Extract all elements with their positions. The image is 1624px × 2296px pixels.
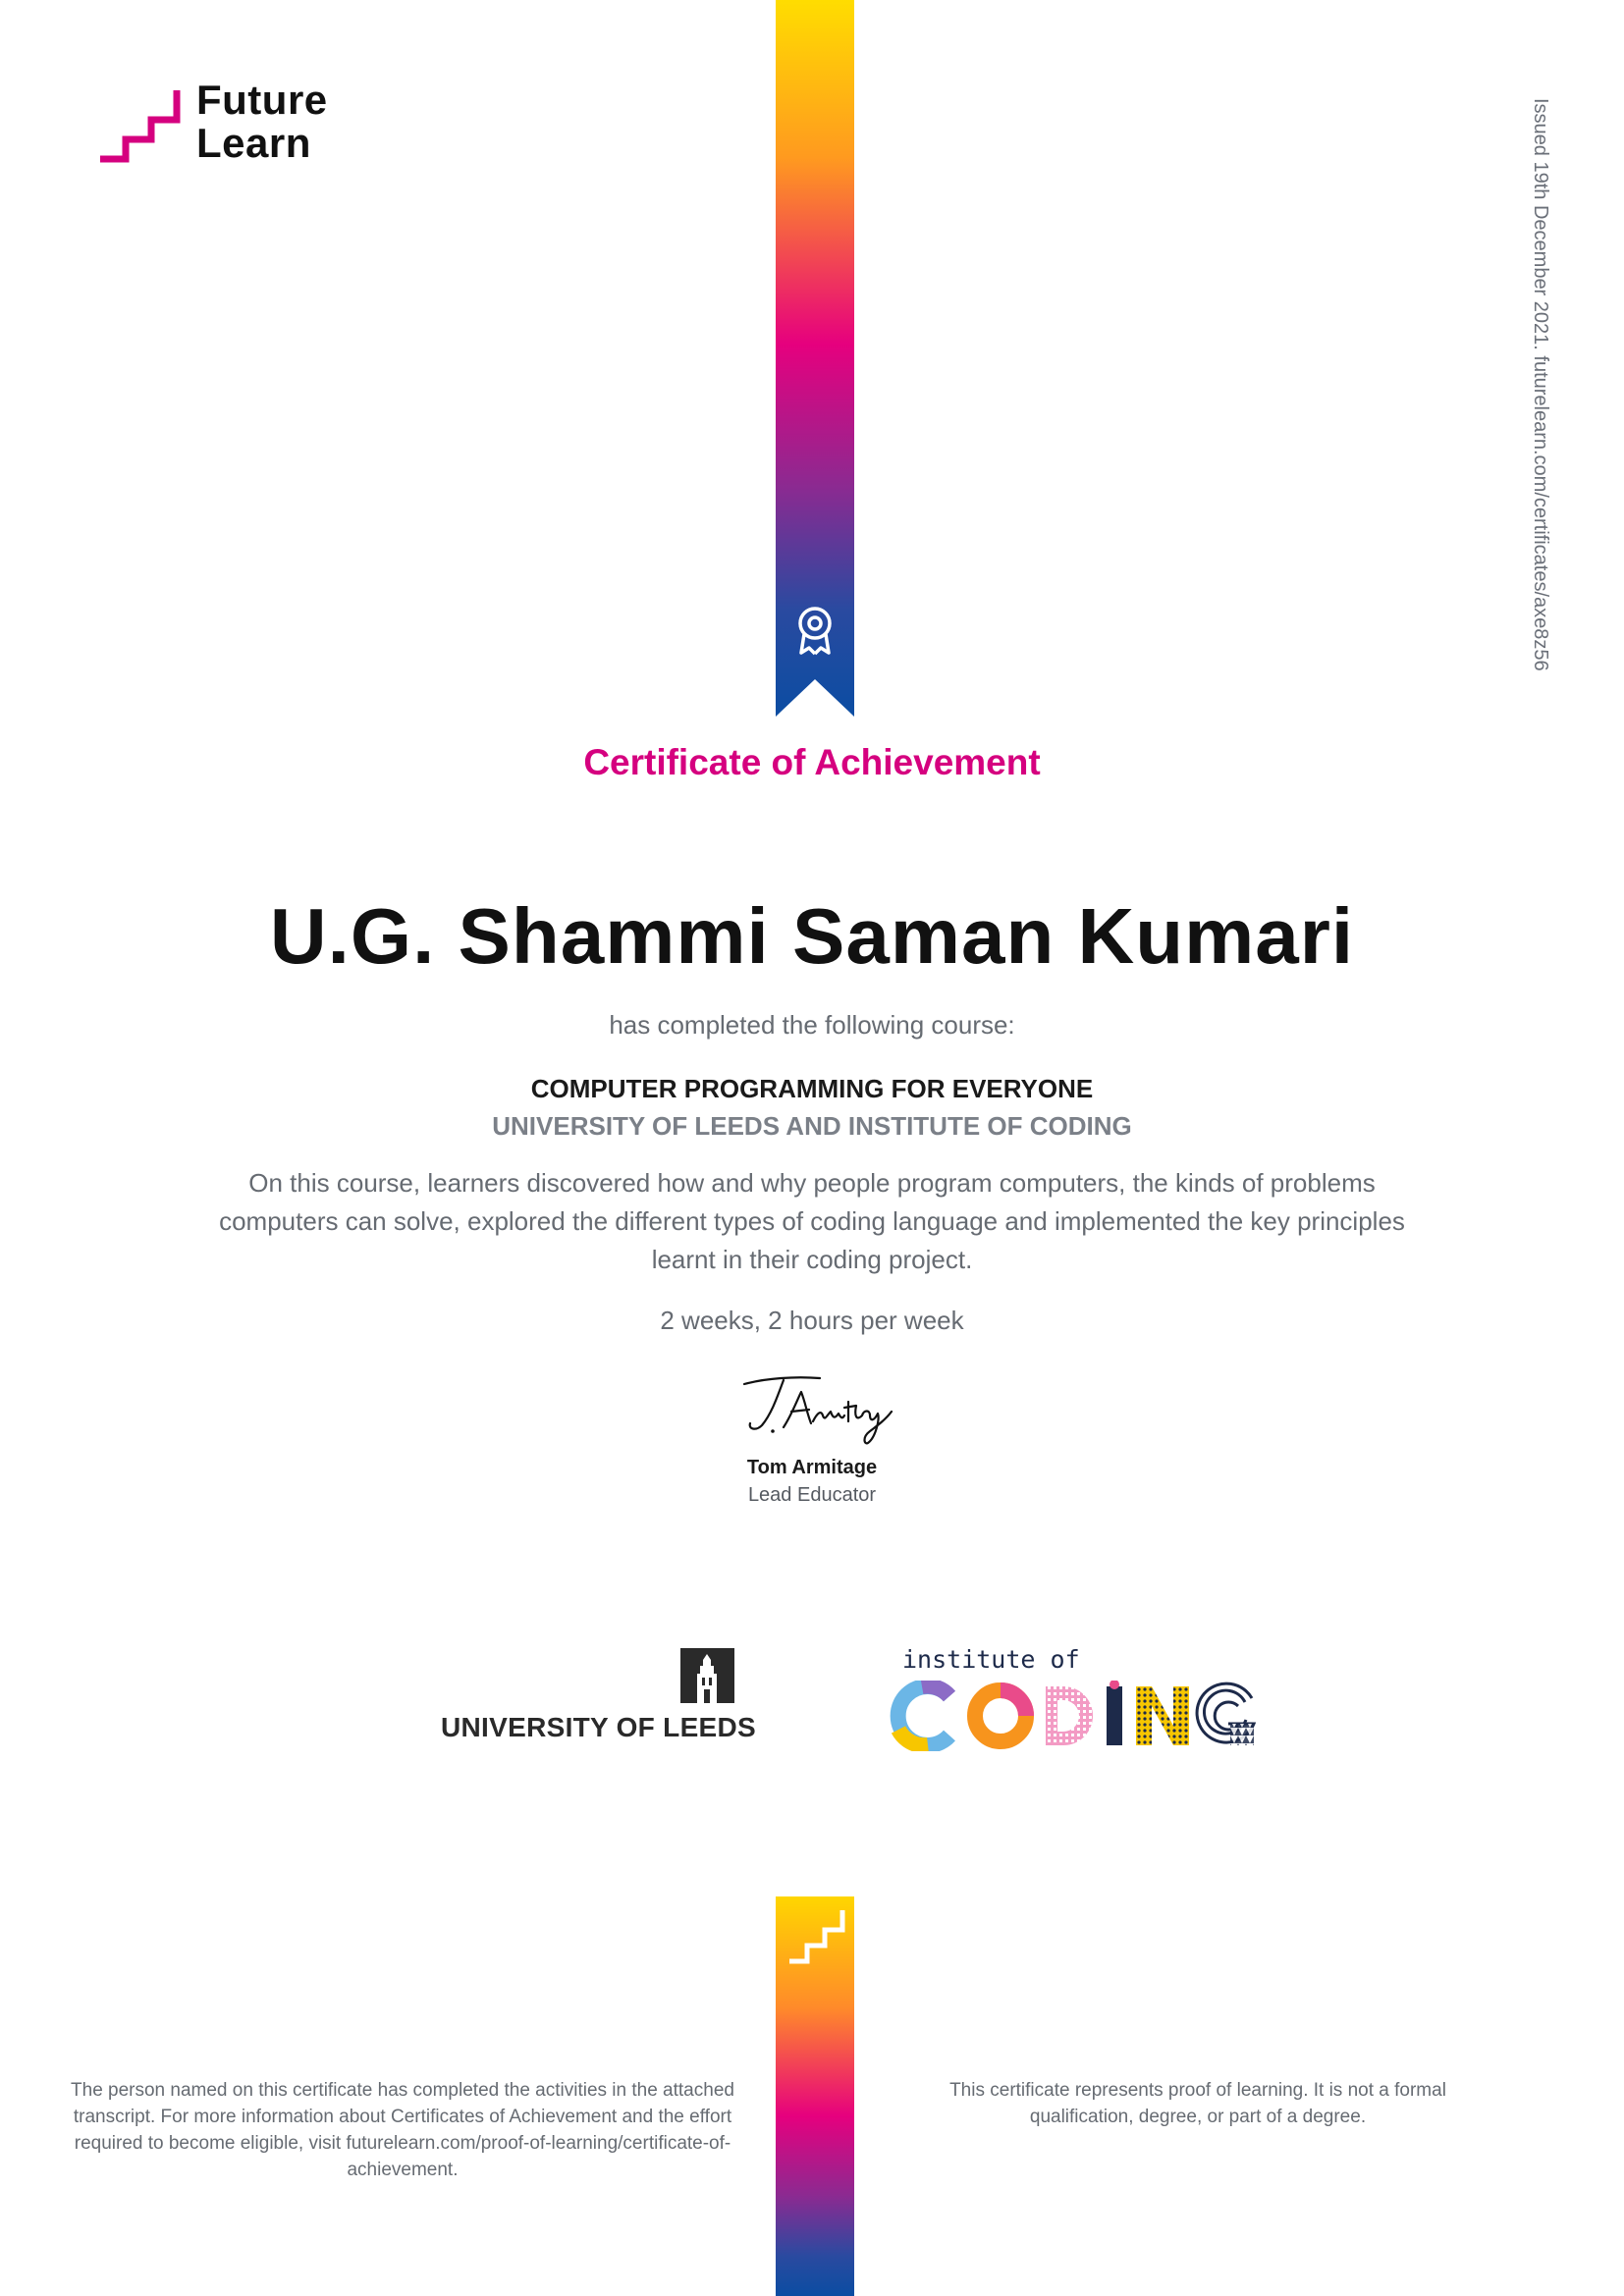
educator-name: Tom Armitage — [746, 1457, 878, 1478]
educator-signature — [727, 1366, 903, 1445]
stairs-logo-icon — [98, 84, 187, 163]
course-title: COMPUTER PROGRAMMING FOR EVERYONE — [530, 1074, 1094, 1103]
footer-note-right: This certificate represents proof of learning. It is not a formal qualification, degree, or part of a degree. — [949, 2080, 1446, 2127]
logo-word-future: Future — [196, 77, 328, 123]
bottom-ribbon — [776, 1896, 854, 2296]
course-description: On this course, learners discovered how and why people program computers, the kinds of problems computers can solve, explored the different types of coding language and implemented the key principles learnt in their coding project. — [219, 1168, 1405, 1274]
issued-text: Issued 19th December 2021. futurelearn.com/certificates/axe8z56 — [1530, 98, 1551, 671]
ioc-small-text: institute of — [902, 1645, 1080, 1674]
ioc-coding-wordmark — [889, 1681, 1262, 1751]
course-provider: UNIVERSITY OF LEEDS AND INSTITUTE OF CODING — [492, 1111, 1132, 1141]
leeds-tower-icon — [680, 1648, 734, 1703]
leeds-wordmark: UNIVERSITY OF LEEDS — [441, 1712, 757, 1742]
course-duration: 2 weeks, 2 hours per week — [660, 1306, 964, 1335]
logo-word-learn: Learn — [196, 120, 311, 166]
completed-statement: has completed the following course: — [609, 1010, 1015, 1040]
institute-of-coding-logo — [889, 1645, 1262, 1753]
educator-role: Lead Educator — [747, 1484, 877, 1506]
footer-note-left: The person named on this certificate has completed the activities in the attached transcript. For more information about Certificates of Achievement and the effort required to become eligible, visit futurelearn.com/proof-of-learning/certificate-of-achievement. — [71, 2080, 734, 2180]
recipient-name: U.G. Shammi Saman Kumari — [269, 892, 1355, 980]
futurelearn-logo — [98, 79, 353, 177]
top-ribbon — [776, 0, 854, 717]
issued-info — [1532, 98, 1571, 746]
certificate-title: Certificate of Achievement — [583, 742, 1041, 782]
university-of-leeds-logo — [432, 1645, 756, 1743]
stairs-icon — [785, 1906, 846, 1967]
award-badge-icon — [795, 604, 835, 659]
